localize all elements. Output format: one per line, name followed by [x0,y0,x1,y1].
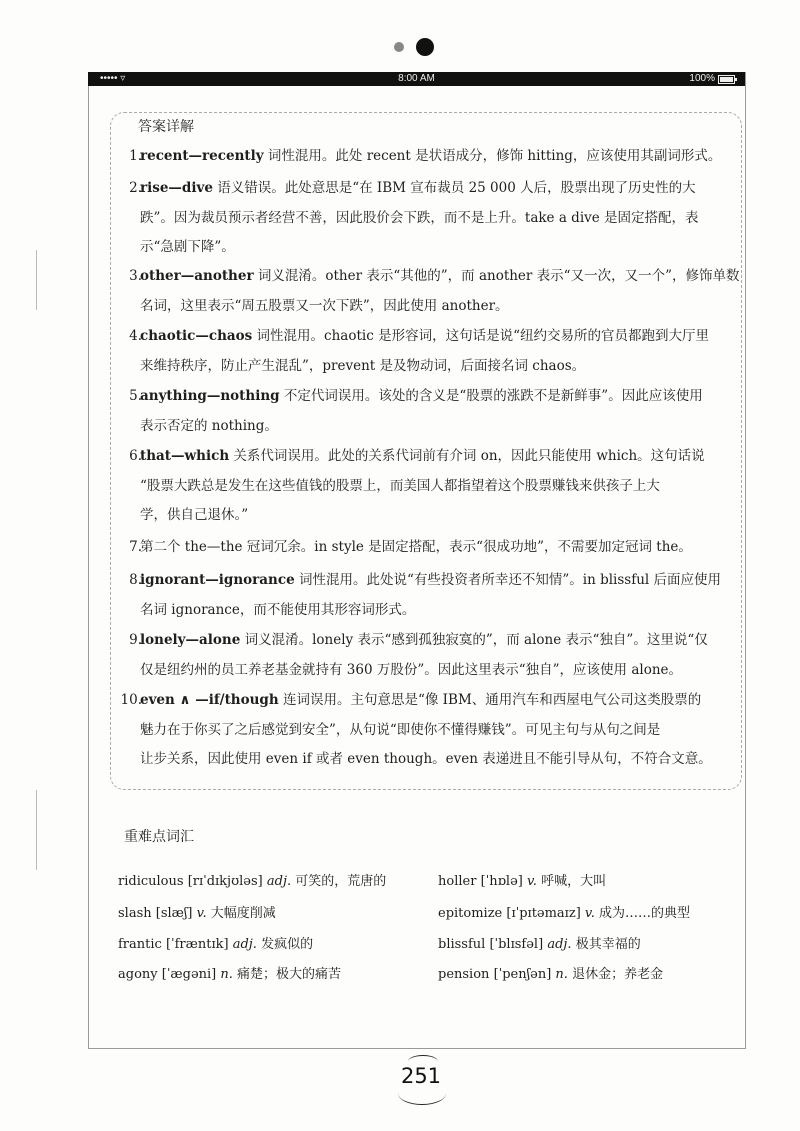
answer-line [140,501,736,531]
answer-item [120,382,736,441]
answer-item [120,533,736,563]
answer-text [140,382,736,441]
vocabulary-entry [438,933,641,952]
answers-title: 答案详解 [138,119,194,135]
vocabulary-entry [118,870,386,889]
vocab-phonetic: [rɪˈdɪkjʊləs] [187,874,263,889]
answer-text [140,686,736,775]
explanation-text: 示“急剧下降”。 [140,239,235,255]
explanation-text: 词性混用。此处 recent 是状语成分，修饰 hitting，应该使用其副词形式。 [263,148,722,164]
correction-term: chaotic—chaos [140,328,253,344]
camera-icon [416,38,434,56]
vocab-word: frantic [118,937,162,952]
correction-term: even ∧ —if/though [140,692,279,708]
vocab-part-of-speech: v. [584,906,595,921]
answer-number: 5. [129,388,142,404]
answer-line [140,142,736,172]
status-bar [88,72,745,86]
explanation-text: 仅是纽约州的员工养老基金就持有 360 万股份”。因此这里表示“独自”，应该使用 alone。 [140,661,683,678]
vocab-meaning: 极其幸福的 [575,937,641,952]
vocab-meaning: 可笑的，荒唐的 [295,874,387,889]
answer-text [140,566,736,625]
explanation-text: 让步关系，因此使用 even if 或者 even though。even 表递进且不能引导从句，不符合文意。 [140,751,712,767]
correction-term: ignorant—ignorance [140,572,295,588]
answer-line [140,533,736,563]
vocab-part-of-speech: adj. [547,937,572,952]
signal-indicator: ••••• ▿ [100,73,126,84]
answer-line [140,626,736,656]
vocab-part-of-speech: v. [526,874,537,889]
answer-item [120,686,736,775]
answer-line [140,745,736,775]
answer-line [140,174,736,204]
answer-text [140,262,740,321]
answer-number: 4. [129,328,142,344]
vocabulary-title: 重难点词汇 [124,829,194,845]
explanation-text: 来维持秩序，防止产生混乱”，prevent 是及物动词，后面接名词 chaos。 [140,357,586,374]
answer-line [140,233,736,263]
answer-item [120,566,736,625]
answer-line [140,686,736,716]
answer-text [140,322,736,381]
margin-line [36,790,37,870]
vocab-part-of-speech: adj. [232,937,257,952]
explanation-text: 学，供自己退休。” [140,507,249,523]
vocab-word: holler [438,874,477,889]
answer-number: 8. [129,572,142,588]
vocabulary-entry [118,933,313,952]
answer-text [140,442,736,531]
vocabulary-entry [438,902,690,921]
correction-term: that—which [140,448,230,464]
answer-item [120,626,736,685]
explanation-text: 词义混淆。other 表示“其他的”，而 another 表示“又一次，又一个”，修饰单数 [253,268,740,284]
vocab-phonetic: [ˈblɪsfəl] [489,937,544,952]
correction-term: recent—recently [140,148,264,164]
vocab-phonetic: [ˈpenʃən] [493,967,552,982]
page-number: 251 [400,1064,442,1088]
answer-line [140,382,736,412]
answer-number: 2. [129,180,142,196]
answer-line [140,442,736,472]
vocab-phonetic: [ˈhɒlə] [480,874,523,889]
answer-line [140,656,736,686]
clock: 8:00 AM [398,73,435,84]
answer-line [140,262,740,292]
answer-number: 10. [120,692,142,708]
vocabulary-entry [118,963,341,982]
correction-term: rise—dive [140,180,213,196]
vocabulary-entry [438,870,606,889]
answer-number: 7. [129,539,142,555]
explanation-text: 表示否定的 nothing。 [140,417,278,434]
vocab-word: slash [118,906,152,921]
answer-item [120,142,736,172]
explanation-text: 关系代词误用。此处的关系代词前有介词 on，因此只能使用 which。这句话说 [229,448,705,464]
vocab-phonetic: [slæʃ] [155,906,193,921]
vocabulary-entry [118,902,276,921]
battery-percent: 100% [689,73,715,84]
explanation-text: 语义错误。此处意思是“在 IBM 宣布裁员 25 000 人后，股票出现了历史性的大 [212,180,696,196]
explanation-text: 名词，这里表示“周五股票又一次下跌”，因此使用 another。 [140,297,509,314]
vocabulary-entry [438,963,663,982]
explanation-text: 词义混淆。lonely 表示“感到孤独寂寞的”，而 alone 表示“独自”。这里说“仅 [240,632,708,648]
explanation-text: 词性混用。chaotic 是形容词，这句话是说“纽约交易所的官员都跑到大厅里 [252,328,709,344]
explanation-text: 不定代词误用。该处的含义是“股票的涨跌不是新鲜事”。因此应该使用 [279,388,703,404]
correction-term: other—another [140,268,254,284]
explanation-text: 跌”。因为裁员预示者经营不善，因此股价会下跌，而不是上升。take a dive 是固定搭配，表 [140,209,699,226]
vocab-meaning: 呼喊，大叫 [541,874,607,889]
vocab-phonetic: [ɪˈpɪtəmaɪz] [506,906,581,921]
answer-item [120,262,740,321]
page-number-arc [398,1082,446,1105]
vocab-part-of-speech: v. [196,906,207,921]
margin-line [36,250,37,310]
vocab-word: epitomize [438,906,503,921]
vocab-meaning: 大幅度削减 [210,906,276,921]
vocab-part-of-speech: adj. [266,874,292,889]
correction-term: anything—nothing [140,388,280,404]
answer-line [140,412,736,442]
vocab-meaning: 退休金；养老金 [572,967,664,982]
answer-line [140,566,736,596]
vocab-phonetic: [ˈfræntɪk] [165,937,229,952]
answer-line [140,292,736,322]
explanation-text: 连词误用。主句意思是“像 IBM、通用汽车和西屋电气公司这类股票的 [278,692,702,708]
explanation-text: 第二个 the—the 冠词冗余。in style 是固定搭配，表示“很成功地”，不需要加定冠词 the。 [140,539,692,555]
answer-line [140,322,736,352]
explanation-text: “股票大跌总是发生在这些值钱的股票上，而美国人都指望着这个股票赚钱来供孩子上大 [140,477,660,494]
answer-text [140,174,736,263]
answer-line [140,716,736,746]
explanation-text: 名词 ignorance，而不能使用其形容词形式。 [140,601,416,618]
vocab-word: ridiculous [118,874,184,889]
camera-sensor-icon [394,42,404,52]
battery-fill [720,77,733,82]
answer-number: 6. [129,448,142,464]
explanation-text: 词性混用。此处说“有些投资者所幸还不知情”。in blissful 后面应使用 [294,572,722,588]
vocab-phonetic: [ˈægəni] [161,967,217,982]
answer-item [120,174,736,263]
vocab-meaning: 痛楚；极大的痛苦 [237,967,342,982]
answer-text [140,533,736,563]
correction-term: lonely—alone [140,632,241,648]
answer-number: 3. [129,268,142,284]
answer-text [140,142,736,172]
answer-number: 1. [129,148,142,164]
vocab-part-of-speech: n. [555,967,568,982]
answer-text [140,626,736,685]
vocab-meaning: 成为……的典型 [598,906,690,921]
vocab-meaning: 发疯似的 [261,937,314,952]
answer-item [120,322,736,381]
vocab-part-of-speech: n. [220,967,233,982]
answer-number: 9. [129,632,142,648]
battery-icon [718,75,735,84]
explanation-text: 魅力在于你买了之后感觉到安全”，从句说“即使你不懂得赚钱”。可见主句与从句之间是 [140,721,661,738]
answer-line [140,352,736,382]
vocab-word: pension [438,967,490,982]
answer-line [140,596,736,626]
vocab-word: agony [118,967,158,982]
vocab-word: blissful [438,937,486,952]
answer-line [140,204,736,234]
answer-line [140,472,736,502]
answer-item [120,442,736,531]
